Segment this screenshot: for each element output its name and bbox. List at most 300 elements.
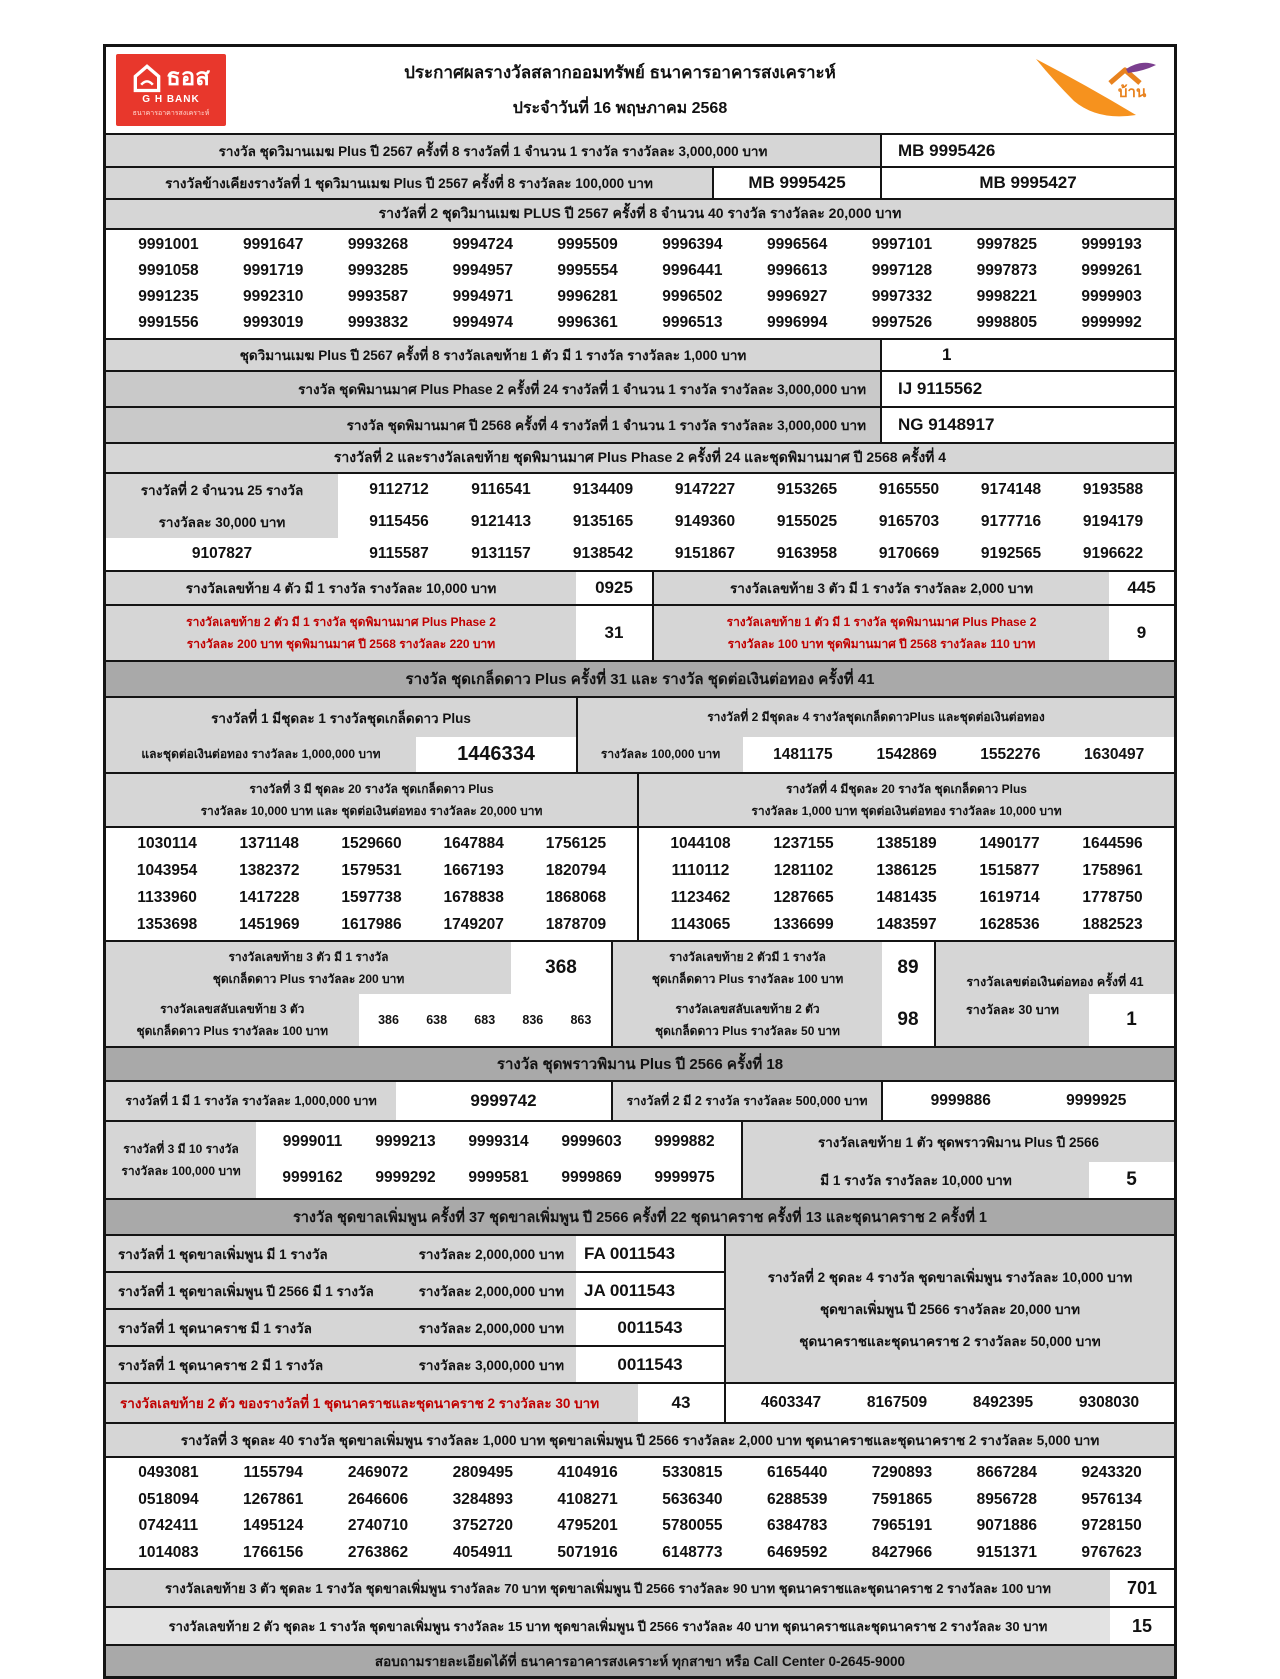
- number-cell: 5780055: [662, 1517, 723, 1535]
- phimanmas-2568-label: รางวัล ชุดพิมานมาศ ปี 2568 ครั้งที่ 4 รางวัลที่ 1 จำนวน 1 รางวัล รางวัลละ 3,000,000 บาท: [106, 408, 880, 442]
- number-cell: 1382372: [239, 861, 300, 879]
- number-cell: 9997101: [871, 236, 933, 253]
- kleddao-p4-grid: [637, 828, 1174, 940]
- number-cell: 6165440: [767, 1464, 828, 1482]
- khan-t2b-label: รางวัลเลขท้าย 2 ตัว ชุดละ 1 รางวัล ชุดขาลเพิ่มพูน รางวัลละ 15 บาท ชุดขาลเพิ่มพูน ปี 2566 รางวัลละ 40 บาท ชุดนาคราชและชุดนาคราช 2 รางวัลละ 30 บาท: [106, 1608, 1110, 1644]
- baan-brand-logo: [1014, 53, 1164, 128]
- number-row: [649, 911, 1164, 938]
- number-cell: 9994957: [452, 262, 513, 279]
- phimanmas-last2-label-line1: รางวัลเลขท้าย 2 ตัว มี 1 รางวัล ชุดพิมานมาศ Plus Phase 2: [186, 614, 496, 629]
- number-cell: 1630497: [1083, 745, 1145, 763]
- number-row: [116, 284, 1164, 310]
- number-cell: 9151371: [976, 1543, 1037, 1561]
- wimanmek-first-prize-row: [106, 133, 1174, 166]
- number-cell: 9999193: [1081, 236, 1142, 253]
- number-cell: 9998805: [976, 314, 1037, 331]
- number-cell: 9997825: [976, 236, 1037, 253]
- number-cell: 1287665: [773, 888, 834, 906]
- praophiman-p3-label: [106, 1122, 256, 1198]
- number-cell: 1756125: [545, 834, 607, 852]
- phimanmas-last4-label: รางวัลเลขท้าย 4 ตัว มี 1 รางวัล รางวัลละ 10,000 บาท: [106, 572, 576, 604]
- khan-row4-amount: รางวัลละ 3,000,000 บาท: [418, 1357, 564, 1373]
- number-cell: 4054911: [453, 1543, 513, 1561]
- number-cell: 9996564: [767, 236, 828, 253]
- phimanmas-last1-value: 9: [1109, 606, 1174, 660]
- number-cell: 1597738: [341, 888, 402, 906]
- kleddao-t3-label-line2: ชุดเกล็ดดาว Plus รางวัลละ 200 บาท: [212, 971, 405, 986]
- number-cell: 0493081: [138, 1464, 199, 1482]
- khan-t3b-row: [106, 1568, 1174, 1606]
- number-cell: 1155794: [243, 1464, 303, 1482]
- number-cell: 9196622: [1082, 545, 1144, 562]
- number-cell: 9192565: [980, 545, 1042, 562]
- number-cell: 9997332: [871, 288, 933, 305]
- number-cell: 1353698: [136, 915, 198, 933]
- number-cell: 1385189: [876, 834, 937, 852]
- number-cell: 9999314: [468, 1133, 529, 1150]
- logo-subtitle: ธนาคารอาคารสงเคราะห์: [132, 110, 210, 117]
- phimanmas-second-label-1: รางวัลที่ 2 จำนวน 25 รางวัล: [106, 474, 338, 506]
- number-cell: 9996441: [662, 262, 723, 279]
- number-cell: 9174148: [980, 481, 1042, 498]
- number-cell: 9993268: [347, 236, 409, 253]
- number-cell: 9177716: [980, 513, 1042, 530]
- number-cell: 9999886: [930, 1092, 991, 1109]
- number-cell: 9999581: [468, 1169, 529, 1186]
- phimanmas-last1-label-line2: รางวัลละ 100 บาท ชุดพิมานมาศ ปี 2568 รางวัลละ 110 บาท: [727, 636, 1036, 651]
- number-cell: 4795201: [557, 1517, 618, 1535]
- kleddao-p1-number: 1446334: [416, 737, 576, 772]
- number-cell: 1030114: [137, 834, 197, 852]
- khan-row3-label: [106, 1310, 576, 1345]
- phimanmas-last2-last1-row: [106, 604, 1174, 660]
- khan-row1-label: [106, 1236, 576, 1271]
- number-cell: 6288539: [767, 1490, 828, 1508]
- praophiman-t1-label-line2: มี 1 รางวัล รางวัลละ 10,000 บาท: [820, 1173, 1012, 1188]
- number-cell: 9147227: [674, 481, 736, 498]
- number-cell: 9991058: [138, 262, 199, 279]
- number-cell: 9135165: [572, 513, 634, 530]
- number-cell: 1490177: [979, 834, 1040, 852]
- khan-p2-info-box: [724, 1236, 1174, 1382]
- number-cell: 9194179: [1082, 513, 1144, 530]
- phimanmas-second-label-2: รางวัลละ 30,000 บาท: [106, 506, 338, 538]
- number-cell: 1758961: [1082, 861, 1143, 879]
- khan-p3-grid: [106, 1458, 1174, 1568]
- number-cell: 9998221: [976, 288, 1037, 305]
- number-cell: 9163958: [776, 545, 838, 562]
- number-cell: 9999213: [375, 1133, 436, 1150]
- khan-section-header-text: รางวัล ชุดขาลเพิ่มพูน ครั้งที่ 37 ชุดขาลเพิ่มพูน ปี 2566 ครั้งที่ 22 ชุดนาคราช ครั้งที่ 13 และชุดนาคราช 2 ครั้งที่ 1: [106, 1200, 1174, 1234]
- phimanmas-second-header: [106, 442, 1174, 472]
- kleddao-p2-label-line2: รางวัลละ 100,000 บาท: [600, 747, 721, 761]
- praophiman-p3-block: [106, 1120, 1174, 1198]
- number-cell: 6148773: [662, 1543, 723, 1561]
- phimanmas-last3-label: รางวัลเลขท้าย 3 ตัว มี 1 รางวัล รางวัลละ 2,000 บาท: [652, 572, 1109, 604]
- number-cell: 1579531: [341, 861, 402, 879]
- number-cell: 9999603: [561, 1133, 622, 1150]
- number-cell: 1617986: [341, 915, 402, 933]
- praophiman-t1-label-line1: รางวัลเลขท้าย 1 ตัว ชุดพราวพิมาน Plus ปี 2566: [817, 1135, 1100, 1150]
- wimanmek-first-prize-label: รางวัล ชุดวิมานเมฆ Plus ปี 2567 ครั้งที่ 8 รางวัลที่ 1 จำนวน 1 รางวัล รางวัลละ 3,000,000 บาท: [106, 135, 880, 166]
- kleddao-p2-numbers: [743, 737, 1174, 772]
- wimanmek-second-prize-grid: [106, 228, 1174, 338]
- number-cell: 9997526: [871, 314, 933, 331]
- number-cell: 9149360: [674, 513, 736, 530]
- number-cell: 9996394: [662, 236, 723, 253]
- wimanmek-last-digit-row: [106, 338, 1174, 370]
- khan-row4-label-text: รางวัลที่ 1 ชุดนาคราช 2 มี 1 รางวัล: [118, 1357, 324, 1373]
- number-cell: 1336699: [773, 915, 834, 933]
- kleddao-prize1-prize2-row: [106, 696, 1174, 772]
- number-cell: 1267861: [243, 1490, 304, 1508]
- phimanmas-last1-label-line1: รางวัลเลขท้าย 1 ตัว มี 1 รางวัล ชุดพิมานมาศ Plus Phase 2: [726, 614, 1037, 629]
- khan-last2-of-first-row: [106, 1382, 1174, 1422]
- khan-row2-label-text: รางวัลที่ 1 ชุดขาลเพิ่มพูน ปี 2566 มี 1 รางวัล: [118, 1283, 374, 1299]
- number-cell: 1481435: [876, 888, 937, 906]
- phimanmas-row-1: [338, 474, 1174, 506]
- number-cell: 0742411: [138, 1517, 199, 1535]
- number-cell: 9991001: [138, 236, 199, 253]
- phimanmas-last3-value: 445: [1109, 572, 1174, 604]
- praophiman-t1-value: 5: [1089, 1162, 1174, 1198]
- number-cell: 1417228: [239, 888, 300, 906]
- number-cell: 1123462: [670, 888, 731, 906]
- contact-footer-text: สอบถามรายละเอียดได้ที่ ธนาคารอาคารสงเคราะห์ ทุกสาขา หรือ Call Center 0-2645-9000: [374, 1654, 906, 1669]
- number-cell: 3284893: [452, 1490, 513, 1508]
- number-cell: 9991647: [243, 236, 304, 253]
- number-cell: 9115587: [369, 545, 429, 562]
- kleddao-s3-label-line2: ชุดเกล็ดดาว Plus รางวัลละ 100 บาท: [136, 1023, 329, 1038]
- number-cell: 9308030: [1078, 1394, 1140, 1411]
- kleddao-p1-label-line2: และชุดต่อเงินต่อทอง รางวัลละ 1,000,000 บาท: [141, 747, 381, 761]
- number-cell: 7591865: [871, 1490, 933, 1508]
- number-cell: 9995509: [557, 236, 618, 253]
- kleddao-t3-value: 368: [511, 942, 611, 994]
- number-cell: 836: [522, 1013, 544, 1027]
- khan-p3-grid-row: [106, 1456, 1174, 1568]
- number-cell: 683: [474, 1013, 496, 1027]
- number-cell: 9243320: [1081, 1464, 1142, 1482]
- number-cell: 1628536: [979, 915, 1040, 933]
- khan-section-header: [106, 1198, 1174, 1234]
- number-cell: 9993587: [347, 288, 409, 305]
- phimanmas-last2-value: 31: [576, 606, 652, 660]
- number-cell: 9992310: [243, 288, 304, 305]
- draw-date: ประจำวันที่ 16 พฤษภาคม 2568: [512, 100, 728, 117]
- number-cell: 1667193: [443, 861, 504, 879]
- number-cell: 9999992: [1081, 314, 1142, 331]
- number-row: [116, 232, 1164, 258]
- number-row: [116, 857, 627, 884]
- number-cell: 1820794: [545, 861, 607, 879]
- praophiman-section-header: [106, 1046, 1174, 1080]
- number-row: [116, 884, 627, 911]
- document-header: [106, 47, 1174, 133]
- praophiman-section-header-text: รางวัล ชุดพราวพิมาน Plus ปี 2566 ครั้งที่ 18: [106, 1048, 1174, 1080]
- khan-t2b-row: [106, 1606, 1174, 1644]
- phimanmas-2568-number: NG 9148917: [880, 408, 1174, 442]
- kleddao-p2-label-line1: รางวัลที่ 2 มีชุดละ 4 รางวัลชุดเกล็ดดาวPlus และชุดต่อเงินต่อทอง: [707, 710, 1045, 724]
- praophiman-p2-numbers: [881, 1082, 1174, 1120]
- number-cell: 1451969: [239, 915, 300, 933]
- kleddao-p4-header: [637, 774, 1174, 826]
- number-cell: 6384783: [767, 1517, 828, 1535]
- kleddao-p4-label-line1: รางวัลที่ 4 มีชุดละ 20 รางวัล ชุดเกล็ดดาว Plus: [786, 781, 1027, 796]
- number-row: [649, 830, 1164, 857]
- number-cell: 2646606: [347, 1490, 409, 1508]
- number-cell: 1143065: [670, 915, 731, 933]
- number-cell: 1483597: [876, 915, 937, 933]
- number-cell: 9994971: [452, 288, 513, 305]
- khan-row3-amount: รางวัลละ 2,000,000 บาท: [418, 1320, 564, 1336]
- number-cell: 7290893: [871, 1464, 933, 1482]
- number-row: [116, 911, 627, 938]
- number-cell: 9997128: [871, 262, 933, 279]
- number-cell: 9170669: [878, 545, 940, 562]
- phimanmas-2568-first-prize-row: [106, 406, 1174, 442]
- khan-row2-label: [106, 1273, 576, 1308]
- khan-p2-line1: รางวัลที่ 2 ชุดละ 4 รางวัล ชุดขาลเพิ่มพูน รางวัลละ 10,000 บาท: [767, 1270, 1133, 1285]
- wimanmek-adjacent-number-2: MB 9995427: [880, 168, 1174, 198]
- kleddao-t3-label: [106, 942, 511, 994]
- kleddao-s2-label-line2: ชุดเกล็ดดาว Plus รางวัลละ 50 บาท: [655, 1023, 840, 1038]
- number-cell: 9996994: [767, 314, 828, 331]
- number-cell: 9996502: [662, 288, 723, 305]
- number-cell: 9999975: [654, 1169, 715, 1186]
- number-cell: 9996927: [767, 288, 828, 305]
- khan-t3b-value: 701: [1110, 1570, 1174, 1606]
- number-cell: 5636340: [662, 1490, 723, 1508]
- number-cell: 1749207: [443, 915, 504, 933]
- wimanmek-number-grid: [106, 230, 1174, 338]
- number-cell: 8667284: [976, 1464, 1037, 1482]
- number-row: [116, 830, 627, 857]
- number-cell: 9991719: [243, 262, 304, 279]
- kleddao-p4-label-line2: รางวัลละ 1,000 บาท ชุดต่อเงินต่อทอง รางวัลละ 10,000 บาท: [751, 803, 1062, 818]
- number-cell: 1281102: [773, 861, 834, 879]
- number-cell: 1542869: [876, 745, 937, 763]
- number-cell: 9996361: [557, 314, 618, 331]
- kleddao-p3-p4-grids: [106, 826, 1174, 940]
- kleddao-tor-amount-label: รางวัลละ 30 บาท: [936, 994, 1089, 1046]
- khan-t2-value: 43: [638, 1384, 724, 1422]
- number-cell: 1644596: [1082, 834, 1143, 852]
- number-row: [266, 1124, 731, 1160]
- number-cell: 9138542: [572, 545, 634, 562]
- number-cell: 9999292: [375, 1169, 436, 1186]
- number-cell: 9999882: [654, 1133, 715, 1150]
- number-cell: 1647884: [443, 834, 504, 852]
- kleddao-section-header-text: รางวัล ชุดเกล็ดดาว Plus ครั้งที่ 31 และ รางวัล ชุดต่อเงินต่อทอง ครั้งที่ 41: [106, 662, 1174, 696]
- number-row: [116, 1460, 1164, 1487]
- number-row: [116, 1540, 1164, 1567]
- kleddao-s2-label-line1: รางวัลเลขสลับเลขท้าย 2 ตัว: [675, 1001, 820, 1016]
- number-row: [266, 1160, 731, 1196]
- document-title: ประกาศผลรางวัลสลากออมทรัพย์ ธนาคารอาคารสงเคราะห์: [404, 63, 836, 82]
- number-cell: 9993285: [347, 262, 409, 279]
- number-cell: 1237155: [773, 834, 834, 852]
- number-cell: 1552276: [980, 745, 1041, 763]
- number-row: [116, 310, 1164, 336]
- number-row: [649, 884, 1164, 911]
- number-cell: 1882523: [1082, 915, 1143, 933]
- kleddao-s3-values: [359, 994, 612, 1046]
- phimanmas-last2-label-line2: รางวัลละ 200 บาท ชุดพิมานมาศ ปี 2568 รางวัลละ 220 บาท: [186, 636, 496, 651]
- khan-p2-numbers: [724, 1384, 1174, 1422]
- number-cell: 9991556: [138, 314, 199, 331]
- number-cell: 9999869: [561, 1169, 622, 1186]
- number-cell: 9165550: [878, 481, 940, 498]
- number-cell: 9999903: [1081, 288, 1142, 305]
- khan-row2-number: JA 0011543: [576, 1273, 724, 1308]
- wimanmek-first-prize-number: MB 9995426: [880, 135, 1174, 166]
- number-cell: 2763862: [347, 1543, 409, 1561]
- phimanmas-plus-label: รางวัล ชุดพิมานมาศ Plus Phase 2 ครั้งที่ 24 รางวัลที่ 1 จำนวน 1 รางวัล รางวัลละ 3,000,000 บาท: [106, 372, 880, 406]
- kleddao-t2-label-line1: รางวัลเลขท้าย 2 ตัวมี 1 รางวัล: [669, 949, 826, 964]
- number-cell: 9115456: [369, 513, 429, 530]
- wimanmek-adjacent-number-1: MB 9995425: [712, 168, 880, 198]
- number-cell: 1495124: [243, 1517, 304, 1535]
- khan-p2-line3: ชุดนาคราชและชุดนาคราช 2 รางวัลละ 50,000 บาท: [799, 1334, 1101, 1349]
- number-cell: 9131157: [471, 545, 531, 562]
- number-cell: 9996613: [767, 262, 828, 279]
- number-cell: 1778750: [1082, 888, 1143, 906]
- number-cell: 1014083: [138, 1543, 199, 1561]
- number-cell: 9993019: [243, 314, 304, 331]
- lottery-results-document: [103, 44, 1177, 1679]
- phimanmas-row-2: [338, 506, 1174, 538]
- khan-p3-header-row: [106, 1422, 1174, 1456]
- number-cell: 8167509: [866, 1394, 928, 1411]
- wimanmek-last-digit-label: ชุดวิมานเมฆ Plus ปี 2567 ครั้งที่ 8 รางวัลเลขท้าย 1 ตัว มี 1 รางวัล รางวัลละ 1,000 บาท: [106, 340, 880, 370]
- phimanmas-plus-first-prize-row: [106, 370, 1174, 406]
- khan-p3-header-text: รางวัลที่ 3 ชุดละ 40 รางวัล ชุดขาลเพิ่มพูน รางวัลละ 1,000 บาท ชุดขาลเพิ่มพูน ปี 2566 รางวัลละ 2,000 บาท ชุดนาคราชและชุดนาคราช 2 รางวัลละ 5,000 บาท: [106, 1424, 1174, 1456]
- number-cell: 1878709: [545, 915, 607, 933]
- number-cell: 4104916: [557, 1464, 618, 1482]
- phimanmas-second-header-text: รางวัลที่ 2 และรางวัลเลขท้าย ชุดพิมานมาศ Plus Phase 2 ครั้งที่ 24 และชุดพิมานมาศ ปี 2568 ครั้งที่ 4: [106, 444, 1174, 472]
- number-cell: 1371148: [239, 834, 300, 852]
- number-row: [116, 1513, 1164, 1540]
- number-cell: 1619714: [979, 888, 1040, 906]
- number-row: [649, 857, 1164, 884]
- phimanmas-last1-label: [652, 606, 1109, 660]
- number-cell: 9994724: [452, 236, 513, 253]
- number-cell: 386: [378, 1013, 399, 1027]
- number-cell: 9996513: [662, 314, 723, 331]
- wimanmek-second-prize-header: [106, 198, 1174, 228]
- khan-row2-amount: รางวัลละ 2,000,000 บาท: [418, 1283, 564, 1299]
- number-cell: 9991235: [138, 288, 199, 305]
- number-cell: 9112712: [369, 481, 429, 498]
- phimanmas-row-3: [338, 538, 1174, 570]
- number-cell: 4603347: [760, 1394, 822, 1411]
- number-cell: 7965191: [871, 1517, 933, 1535]
- praophiman-p3-grid: [256, 1122, 741, 1198]
- number-cell: 3752720: [452, 1517, 513, 1535]
- kleddao-p3-header: [106, 774, 637, 826]
- number-cell: 9576134: [1081, 1490, 1142, 1508]
- kleddao-t2-value: 89: [882, 942, 934, 994]
- number-cell: 5071916: [557, 1543, 618, 1561]
- number-cell: 9193588: [1082, 481, 1144, 498]
- number-cell: 9993832: [347, 314, 409, 331]
- number-cell: 1515877: [979, 861, 1040, 879]
- number-cell: 1386125: [876, 861, 937, 879]
- number-cell: 863: [570, 1013, 592, 1027]
- kleddao-t2-label-line2: ชุดเกล็ดดาว Plus รางวัลละ 100 บาท: [651, 971, 844, 986]
- number-cell: 0518094: [138, 1490, 199, 1508]
- khan-row1-label-text: รางวัลที่ 1 ชุดขาลเพิ่มพูน มี 1 รางวัล: [118, 1246, 328, 1262]
- number-cell: 9155025: [776, 513, 838, 530]
- praophiman-p1-label: รางวัลที่ 1 มี 1 รางวัล รางวัลละ 1,000,000 บาท: [106, 1082, 396, 1120]
- khan-row4-label: [106, 1347, 576, 1382]
- number-cell: 2809495: [452, 1464, 513, 1482]
- number-cell: 1766156: [243, 1543, 304, 1561]
- kleddao-tail-block: [106, 940, 1174, 1046]
- khan-t3b-label: รางวัลเลขท้าย 3 ตัว ชุดละ 1 รางวัล ชุดขาลเพิ่มพูน รางวัลละ 70 บาท ชุดขาลเพิ่มพูน ปี 2566 รางวัลละ 90 บาท ชุดนาคราชและชุดนาคราช 2 รางวัลละ 100 บาท: [106, 1570, 1110, 1606]
- number-cell: 638: [426, 1013, 448, 1027]
- number-cell: 1481175: [773, 745, 833, 763]
- number-cell: 9728150: [1081, 1517, 1142, 1535]
- number-cell: 1678838: [443, 888, 504, 906]
- number-cell: 9999261: [1081, 262, 1142, 279]
- wimanmek-adjacent-prize-row: [106, 166, 1174, 198]
- number-cell: 9116541: [471, 481, 531, 498]
- kleddao-p1-label-line1: รางวัลที่ 1 มีชุดละ 1 รางวัลชุดเกล็ดดาว Plus: [211, 710, 471, 726]
- number-cell: 9134409: [572, 481, 634, 498]
- khan-row4-number: 0011543: [576, 1347, 724, 1382]
- kleddao-t3-label-line1: รางวัลเลขท้าย 3 ตัว มี 1 รางวัล: [228, 949, 389, 964]
- number-cell: 9999162: [282, 1169, 343, 1186]
- wimanmek-last-digit-value: 1: [880, 340, 1174, 370]
- number-cell: 2740710: [347, 1517, 409, 1535]
- khan-first-prizes-block: [106, 1234, 1174, 1382]
- ghbank-logo: [116, 54, 226, 126]
- kleddao-s3-label-line1: รางวัลเลขสลับเลขท้าย 3 ตัว: [160, 1001, 305, 1016]
- wimanmek-adjacent-label: รางวัลข้างเคียงรางวัลที่ 1 ชุดวิมานเมฆ Plus ปี 2567 ครั้งที่ 8 รางวัลละ 100,000 บาท: [106, 168, 712, 198]
- number-cell: 1529660: [341, 834, 402, 852]
- number-cell: 9767623: [1081, 1543, 1142, 1561]
- number-cell: 2469072: [347, 1464, 409, 1482]
- khan-row1-amount: รางวัลละ 2,000,000 บาท: [418, 1246, 564, 1262]
- kleddao-section-header: [106, 660, 1174, 696]
- phimanmas-plus-number: IJ 9115562: [880, 372, 1174, 406]
- number-cell: 9999011: [282, 1133, 343, 1150]
- number-cell: 1868068: [545, 888, 607, 906]
- number-cell: 6469592: [767, 1543, 828, 1561]
- kleddao-tor-header: รางวัลเลขต่อเงินต่อทอง ครั้งที่ 41: [934, 942, 1174, 994]
- kleddao-tor-value: 1: [1089, 994, 1174, 1046]
- kleddao-p3-label-line2: รางวัลละ 10,000 บาท และ ชุดต่อเงินต่อทอง รางวัลละ 20,000 บาท: [200, 803, 543, 818]
- praophiman-p1-p2-row: [106, 1080, 1174, 1120]
- kleddao-t2-label: [613, 942, 882, 994]
- number-cell: 4108271: [557, 1490, 618, 1508]
- praophiman-p2-label: รางวัลที่ 2 มี 2 รางวัล รางวัลละ 500,000 บาท: [611, 1082, 881, 1120]
- kleddao-p3-p4-headers: [106, 772, 1174, 826]
- khan-row3-number: 0011543: [576, 1310, 724, 1345]
- number-cell: 8427966: [871, 1543, 933, 1561]
- logo-eng-text: G H BANK: [142, 94, 200, 105]
- number-cell: 1043954: [136, 861, 198, 879]
- phimanmas-last4-last3-row: [106, 570, 1174, 604]
- praophiman-p3-label-line2: รางวัลละ 100,000 บาท: [121, 1163, 241, 1178]
- wimanmek-second-prize-header-text: รางวัลที่ 2 ชุดวิมานเมฆ PLUS ปี 2567 ครั้งที่ 8 จำนวน 40 รางวัล รางวัลละ 20,000 บาท: [106, 200, 1174, 228]
- number-cell: 1044108: [670, 834, 731, 852]
- number-cell: 1133960: [137, 888, 197, 906]
- number-cell: 9151867: [674, 545, 736, 562]
- khan-t2b-value: 15: [1110, 1608, 1174, 1644]
